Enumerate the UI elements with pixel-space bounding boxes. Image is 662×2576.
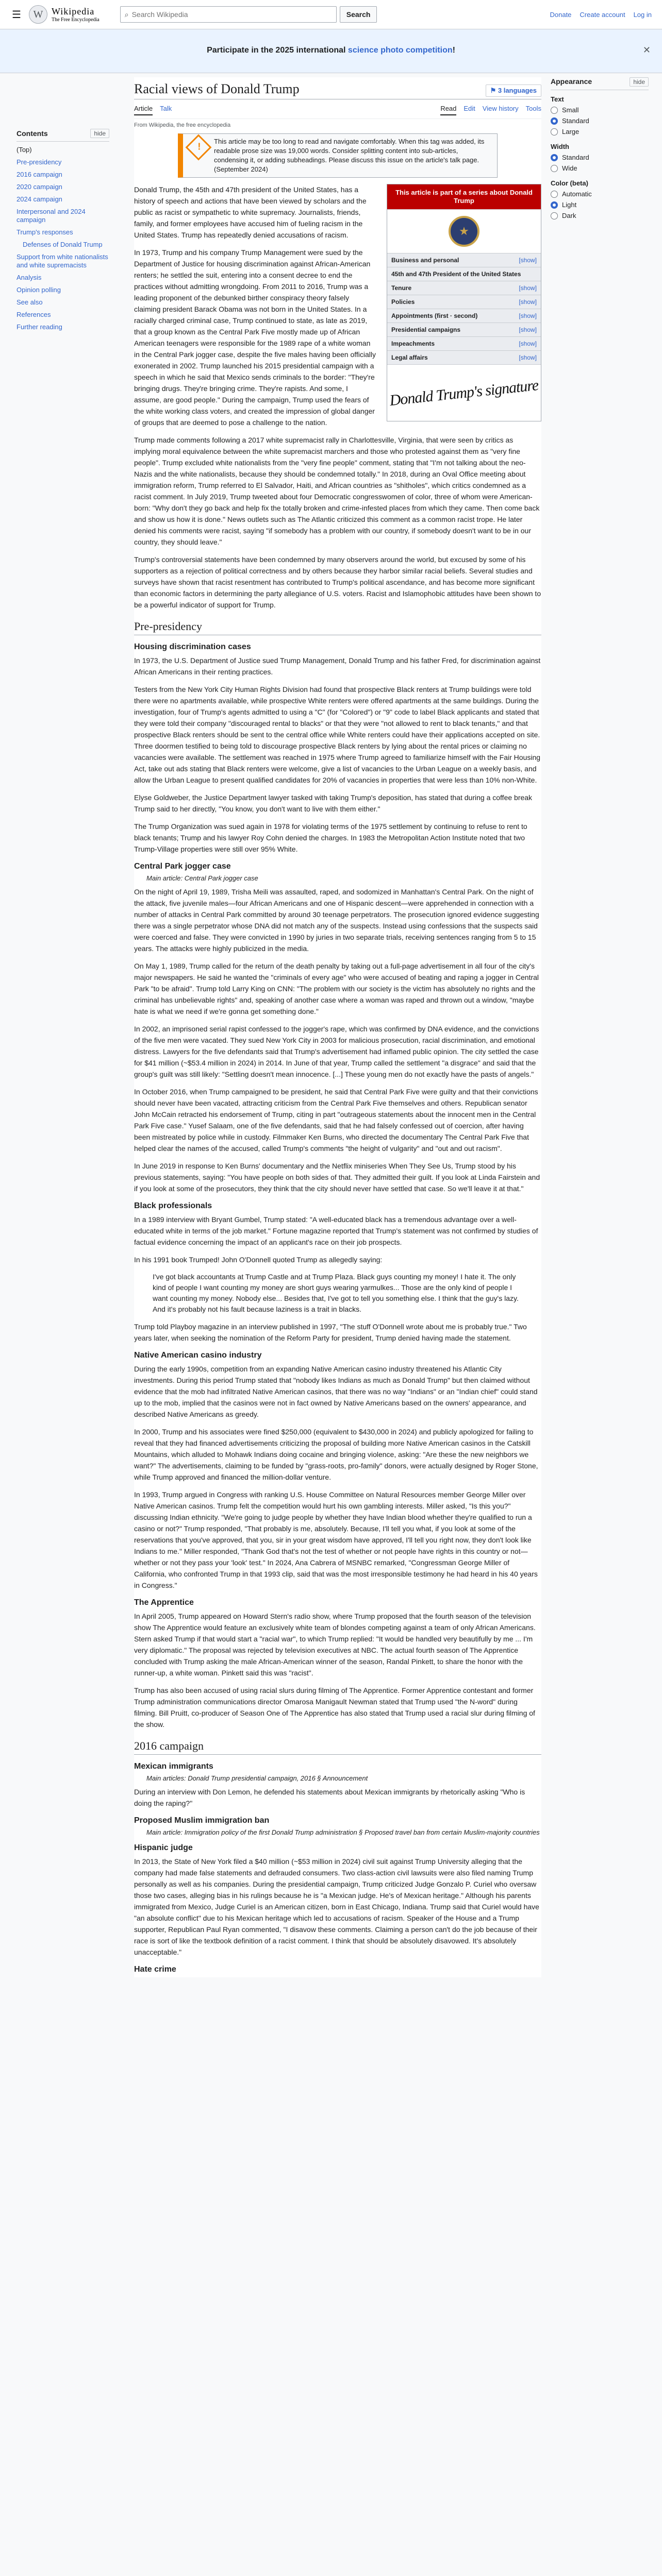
infobox-row-label: Policies — [391, 298, 415, 306]
subsection-body — [134, 1856, 541, 1958]
appearance-option[interactable] — [551, 190, 649, 198]
subsection-heading: Mexican immigrants — [134, 1762, 213, 1771]
appearance-group-label: Width — [551, 143, 569, 150]
radio-button[interactable] — [551, 154, 558, 161]
hatnote[interactable]: Main article: Central Park jogger case — [146, 874, 258, 882]
infobox-row-label: Impeachments — [391, 340, 435, 347]
toc-item[interactable] — [16, 208, 109, 224]
tab-edit[interactable]: Edit — [464, 105, 475, 112]
body-paragraph: In October 2016, when Trump campaigned to be president, he said that Central Park Five were guilty and that their convictions should never have been vacated, attracting criticism from the Central Park Five themselves and others. Republican senator John McCain retracted his endorsement of Trump, citing in part "outrageous statements about the innocent men in the Central Park Five case." Yusef Salaam, one of the five defendants, said that he had falsely confessed out of coercion, after having been mistreated by police while in custody. Filmmaker Ken Burns, who directed the documentary The Central Park Five that helped clear the names of the accused, called Trump's comments "the height of vulgarity" and "out and out racism". — [134, 1088, 538, 1153]
body-paragraph: During the early 1990s, competition from an expanding Native American casino industry threatened his Atlantic City investments. During this period Trump stated that "nobody likes Indians as much as Donald Trump" but then claimed without evidence that the mob had infiltrated Native American casinos, that there was no way "Indians" or an "Indian chief" could stand up to the mob, implied that the casinos were not in fact owned by Native Americans based on the owners' appearance, and described Native Americans as greedy. — [134, 1365, 538, 1418]
body-paragraph: In 2002, an imprisoned serial rapist confessed to the jogger's rape, which was confirmed by DNA evidence, and the convictions of the five men were vacated. They sued New York City in 2003 for malicious prosecution, racial discrimination, and emotional distress. Lawyers for the five defendants said that Trump's advertisement had inflamed public opinion. The city settled the case for $41 million (~$53.4 million in 2024) in 2014. In June of that year, Trump called the settlement "a disgrace" and said that the group's guilt was still likely: "Settling doesn't mean innocence. [...] These young men do not exactly have the pasts of angels." — [134, 1025, 539, 1078]
infobox-row-label: Tenure — [391, 284, 412, 292]
infobox-row[interactable] — [387, 267, 541, 281]
toc-link[interactable]: (Top) — [16, 146, 32, 154]
body-paragraph: Trump has also been accused of using racial slurs during filming of The Apprentice. Former Apprentice contestant and former Trump administration communications director Omarosa Manigault Newman stated that Trump used "the N-word" during filming. Bill Pruitt, co-producer of Season One of The Apprentice has also stated that Trump used a racial slur during filming of the show. — [134, 1686, 535, 1728]
toc-item[interactable] — [16, 183, 109, 191]
infobox-row[interactable] — [387, 281, 541, 295]
body-paragraph: In his 1991 book Trumped! John O'Donnell quoted Trump as allegedly saying: — [134, 1256, 383, 1264]
toc-item[interactable] — [16, 195, 109, 204]
body-paragraph: Trump told Playboy magazine in an interview published in 1997, "The stuff O'Donnell wrote about me is probably true." Two years later, when seeking the nomination of the Reform Party for president, Trump denied having made the statement. — [134, 1323, 527, 1342]
infobox-row-label: Business and personal — [391, 257, 459, 264]
option-label: Standard — [562, 154, 589, 161]
radio-button[interactable] — [551, 165, 558, 172]
appearance-option[interactable] — [551, 212, 649, 219]
toc-item[interactable] — [16, 228, 109, 236]
toc-link[interactable]: 2020 campaign — [16, 183, 62, 191]
main-content — [134, 77, 541, 1977]
toc-link[interactable]: 2016 campaign — [16, 171, 62, 178]
body-paragraph: In 2013, the State of New York filed a $40 million (~$53 million in 2024) civil suit against Trump University alleging that the company had made false statements and defrauded consumers. Two class-action civil lawsuits were also filed naming Trump personally as well as his companies. During the presidential campaign, Trump criticized Judge Gonzalo P. Curiel who oversaw those two cases, alleging bias in his rulings because he is "a Mexican judge. He's of Mexican heritage." Although his parents immigrated from Mexico, Judge Curiel is an American citizen, born in East Chicago, Indiana. Trump said that Curiel would have "an absolute conflict" due to his Mexican heritage which led to accusations of racism. Speaker of the House and a Trump supporter, Republican Paul Ryan commented, "I disavow these comments. Claiming a person can't do the job because of their race is sort of like the textbook definition of a racist comment. I think that should be absolutely disavowed. It's absolutely unacceptable." — [134, 1857, 539, 1956]
appearance-option[interactable] — [551, 128, 649, 135]
appearance-group-label: Text — [551, 95, 564, 103]
lead-paragraph: Donald Trump, the 45th and 47th president of the United States, has a history of speech and actions that have been viewed by scholars and the public as racist or sympathetic to white supremacy. Journalists, friends, family, and former employees have accused him of fueling racism in the United States. Trump has repeatedly denied accusations of racism. — [134, 185, 367, 239]
infobox-row-label: Appointments (first · second) — [391, 312, 478, 319]
toc-link[interactable]: Defenses of Donald Trump — [23, 241, 103, 248]
seal-icon: ★ — [449, 216, 479, 247]
infobox-row[interactable] — [387, 336, 541, 350]
body-paragraph: In April 2005, Trump appeared on Howard Stern's radio show, where Trump proposed that the fourth season of the television show The Apprentice would feature an exclusively white team of blondes competing against a team of only African Americans. Stern asked Trump if that would start a "racial war", to which Trump replied: "It would be handled very beautifully by me ... I'm very diplomatic." The proposal was rejected by television executives at NBC. The actual fourth season of The Apprentice concluded with Trump asking the male African-American winner of the season, Randal Pinkett, to share the honor with the runner-up, a white woman. Pinkett said this was "racist". — [134, 1612, 536, 1677]
globe-icon: W — [29, 5, 47, 24]
radio-button[interactable] — [551, 107, 558, 114]
table-of-contents — [16, 129, 109, 335]
option-label: Wide — [562, 164, 577, 172]
site-notice-banner — [0, 29, 662, 73]
tab-read[interactable]: Read — [440, 105, 456, 115]
toc-link[interactable]: Further reading — [16, 323, 62, 331]
toc-link[interactable]: References — [16, 311, 51, 318]
subsection-heading: Housing discrimination cases — [134, 642, 251, 651]
radio-button[interactable] — [551, 117, 558, 125]
maintenance-notice — [178, 133, 498, 178]
appearance-group — [551, 143, 649, 172]
radio-button[interactable] — [551, 212, 558, 219]
toc-item[interactable] — [16, 323, 109, 331]
body-paragraph: In 2000, Trump and his associates were fined $250,000 (equivalent to $430,000 in 2024) and publicly apologized for failing to reveal that they had financed advertisements criticizing the proposal of building more Native American casinos in the Catskill Mountains, which alluded to Mohawk Indians doing cocaine and bringing violence, asking: "Are these the new neighbors we want?" The advertisements, claiming to be funded by "grass-roots, pro-family" donors, were actually designed by Roger Stone, while Trump approved and financed the million-dollar venture. — [134, 1428, 538, 1481]
search-input[interactable] — [132, 10, 307, 19]
infobox-row-label: Presidential campaigns — [391, 326, 461, 333]
option-label: Small — [562, 106, 579, 114]
body-paragraph: In 1993, Trump argued in Congress with ranking U.S. House Committee on Natural Resources member George Miller over Native American casinos. Trump felt the competition would hurt his own gambling interests. Miller asked, "Is this you?" discussing Indian ethnicity. "We're going to judge people by whether they have Indian blood whether they're qualified to run a casino or not?" Trump responded, "That probably is me, absolutely. Because, I'll tell you what, if you look at some of the reservations that you've approved, that you, sir in your great wisdom have approved, I'll tell you right now, they don't look like Indians to me." Miller responded, "Thank God that's not the test of whether or not people have rights in this country or not—whether or not they pass your 'look' test." In 2024, Ana Cabrera of MSNBC remarked, "Congressman George Miller of California, who confronted Trump in that 1993 clip, said that was the most irresponsible testimony he had heard in his 40 years in Congress." — [134, 1490, 538, 1589]
hatnote[interactable]: Main articles: Donald Trump presidential campaign, 2016 § Announcement — [146, 1774, 368, 1782]
personal-tools — [550, 11, 652, 19]
body-paragraph: In 1973, the U.S. Department of Justice sued Trump Management, Donald Trump and his father Fred, for discrimination against African Americans in their renting practices. — [134, 656, 541, 676]
appearance-panel — [551, 77, 649, 227]
section-heading: 2016 campaign — [134, 1739, 541, 1755]
tagline-from: From Wikipedia, the free encyclopedia — [134, 122, 231, 128]
infobox-row[interactable] — [387, 350, 541, 364]
body-paragraph: During an interview with Don Lemon, he defended his statements about Mexican immigrants by rhetorically asking "Who is doing the raping?" — [134, 1788, 525, 1807]
infobox-show-toggle[interactable]: [show] — [519, 257, 537, 264]
subsection-heading: Proposed Muslim immigration ban — [134, 1816, 270, 1825]
subsection-heading: Central Park jogger case — [134, 862, 231, 871]
wordmark: Wikipedia — [52, 6, 95, 16]
subsection-heading: The Apprentice — [134, 1598, 194, 1607]
appearance-option[interactable] — [551, 164, 649, 172]
appearance-option[interactable] — [551, 201, 649, 209]
appearance-group — [551, 95, 649, 135]
tab-tools[interactable]: Tools — [525, 105, 541, 112]
radio-button[interactable] — [551, 201, 558, 209]
radio-button[interactable] — [551, 191, 558, 198]
tab-view-history[interactable]: View history — [482, 105, 519, 112]
body-paragraph: In a 1989 interview with Bryant Gumbel, Trump stated: "A well-educated black has a tremendous advantage over a well-educated white in terms of the job market." Fortune magazine reported that Trump's statement was not confirmed by studies of factual evidence concerning the impact of an applicant's race on their job prospects. — [134, 1215, 538, 1246]
option-label: Automatic — [562, 190, 592, 198]
toc-item[interactable] — [16, 274, 109, 282]
infobox-head: This article is part of a series about Donald Trump — [387, 184, 541, 209]
header-link[interactable]: Create account — [580, 10, 625, 19]
notice-text: This article may be too long to read and navigate comfortably. When this tag was added, its readable prose size was 19,000 words. Consider splitting content into sub-articles, condensing it, or adding subheadings. Please discuss this issue on the article's talk page. (September 2024) — [214, 138, 485, 173]
appearance-option[interactable] — [551, 154, 649, 161]
toc-item[interactable] — [16, 171, 109, 179]
toc-item[interactable] — [16, 298, 109, 307]
infobox-row[interactable] — [387, 253, 541, 267]
infobox-row[interactable] — [387, 309, 541, 323]
subsection-body — [134, 886, 541, 1194]
body-paragraph: Trump made comments following a 2017 white supremacist rally in Charlottesville, Virginia, that were seen by critics as implying moral equivalence between the white supremacist marchers and those who protested against them as "very fine people". Trump excluded white nationalists from the "very fine people" comment, stating that "I'm not talking about the neo-Nazis and the white nationalists, because they should be condemned totally." In 2018, during an Oval Office meeting about immigration reform, Trump referred to El Salvador, Haiti, and African countries as "shitholes", which critics condemned as a racist comment. In July 2019, Trump tweeted about four Democratic congresswomen of color, three of whom were American-born: "Why don't they go back and help fix the totally broken and crime-infested places from which they came. Then come back and show us how it is done." News outlets such as The Atlantic criticized this comment as a common racist trope. He later denied his comments were racist, saying "if somebody has a problem with our country, if somebody doesn't want to be in our country, they should leave." — [134, 436, 540, 546]
appearance-hide-button[interactable]: hide — [630, 77, 649, 87]
toc-item[interactable] — [16, 311, 109, 319]
tab-article[interactable]: Article — [134, 105, 153, 115]
toc-link[interactable]: See also — [16, 298, 43, 306]
toc-title: Contents — [16, 129, 48, 138]
signature-drawing: Donald Trump's signature — [389, 376, 539, 409]
infobox-row[interactable] — [387, 323, 541, 336]
toc-item[interactable] — [16, 146, 109, 154]
subsection-heading: Black professionals — [134, 1201, 212, 1210]
toc-link[interactable]: Analysis — [16, 274, 42, 281]
subsection-heading: Hate crime — [134, 1965, 176, 1974]
appearance-title: Appearance — [551, 77, 592, 86]
subsection-body — [134, 1611, 541, 1730]
subsection-body — [134, 655, 541, 855]
banner-message: Participate in the 2025 international science photo competition! — [207, 46, 455, 55]
appearance-option[interactable] — [551, 117, 649, 125]
page-tabs — [134, 105, 541, 119]
subsection-body — [134, 1786, 541, 1809]
blockquote: I've got black accountants at Trump Castle and at Trump Plaza. Black guys counting my money! I hate it. The only kind of people I want counting my money are short guys wearing yarmulkes... Those are the only kind of people I want counting my money. Nobody else... Besides that, I've got to tell you something else. I think that the guy's lazy. And it's probably not his fault because laziness is a trait in blacks. — [153, 1273, 519, 1313]
banner-link[interactable]: science photo competition — [347, 46, 453, 55]
toc-item[interactable] — [16, 253, 109, 269]
toc-link[interactable]: 2024 campaign — [16, 195, 62, 203]
infobox-show-toggle[interactable]: [show] — [519, 312, 537, 319]
toc-item[interactable] — [16, 286, 109, 294]
section-heading: Pre-presidency — [134, 620, 541, 635]
subsection-body — [134, 1363, 541, 1591]
lead-paragraph: In 1973, Trump and his company Trump Management were sued by the Department of Justice for housing discrimination against African-American renters; he settled the suit, entering into a consent decree to end the practices without admitting wrongdoing. From 2011 to 2016, Trump was a leading proponent of the debunked birther conspiracy theory falsely claiming president Barack Obama was not born in the United States. In a racially charged criminal case, Trump continued to state, as late as 2019, that a group known as the Central Park Five mostly made up of African American teenagers were responsible for the 1989 rape of a white woman in the Central Park jogger case, despite the five males having been officially exonerated in 2002. Trump launched his 2015 presidential campaign with a speech in which he said that Mexico sends criminals to the border: "They're bringing drugs. They're bringing crime. They're rapists. And some, I assume, are good people." During the campaign, Trump used the fears of the white working class voters, and created the impression of global danger of groups that are deemed to pose a challenge to the nation. — [134, 248, 376, 427]
option-label: Light — [562, 201, 577, 209]
appearance-group-label: Color (beta) — [551, 179, 588, 187]
search-icon: ⌕ — [124, 10, 129, 19]
toc-link[interactable]: Support from white nationalists and white supremacists — [16, 253, 108, 269]
body-paragraph: Testers from the New York City Human Rights Division had found that prospective Black renters at Trump buildings were told there were no apartments available, while prospective White renters were offered apartments at the same buildings. During the investigation, four of Trump's agents admitted to using a "C" (for "Colored") or "9" code to label Black applicants and stated that they were told their company "discouraged rental to blacks" or that they were "not allowed to rent to black tenants," and that prospective Black renters should be sent to the central office while White renters could have their applications accepted on site. Three doormen testified to being told to discourage prospective Black renters by lying about the rental prices or claiming no vacancies were available. The settlement was reached in 1975 where Trump agreed to familiarize himself with the Fair Housing Act, take out ads stating that Black renters were welcome, give a list of vacancies to the Urban League on a weekly basis, and allow the Urban League to present qualified candidates for 20% of vacancies in properties that were less than 10% non-White. — [134, 685, 541, 784]
appearance-group — [551, 179, 649, 219]
infobox-show-toggle[interactable]: [show] — [519, 340, 537, 347]
appearance-option[interactable] — [551, 106, 649, 114]
main-menu-icon[interactable]: ☰ — [12, 9, 21, 21]
warning-icon: ! — [188, 137, 209, 158]
toc-hide-button[interactable]: hide — [90, 129, 109, 138]
infobox-row-label: Legal affairs — [391, 354, 428, 361]
body-paragraph: On May 1, 1989, Trump called for the return of the death penalty by taking out a full-page advertisement in all four of the city's major newspapers. He said he wanted the "criminals of every age" who were accused of beating and raping a jogger in Central Park "to be afraid". Trump told Larry King on CNN: "The problem with our society is the victim has absolutely no rights and the criminal has unbelievable rights" and, speaking of another case where a woman was raped and thrown out a window, "maybe hate is what we need if we're gonna get something done." — [134, 962, 539, 1015]
infobox-row-label: 45th and 47th President of the United States — [391, 270, 521, 278]
tab-talk[interactable]: Talk — [160, 105, 172, 112]
page-title: Racial views of Donald Trump — [134, 81, 300, 96]
hatnote[interactable]: Main article: Immigration policy of the first Donald Trump administration § Proposed travel ban from certain Muslim-majority countries — [146, 1828, 540, 1836]
toc-item[interactable] — [16, 158, 109, 166]
radio-button[interactable] — [551, 128, 558, 135]
toc-item[interactable] — [16, 241, 109, 249]
infobox-row[interactable] — [387, 295, 541, 309]
infobox-show-toggle[interactable]: [show] — [519, 354, 537, 361]
signature-image — [387, 364, 541, 421]
toc-link[interactable]: Interpersonal and 2024 campaign — [16, 208, 86, 224]
subsection-heading: Native American casino industry — [134, 1351, 262, 1360]
site-header — [0, 0, 662, 29]
toc-link[interactable]: Pre-presidency — [16, 158, 62, 166]
subsection-heading: Hispanic judge — [134, 1843, 193, 1852]
option-label: Dark — [562, 212, 576, 219]
body-paragraph: Trump's controversial statements have been condemned by many observers around the world, but excused by some of his supporters as a rejection of political correctness and by others because they harbor similar racial beliefs. Several studies and surveys have shown that racist resentment has contributed to Trump's political ascendance, and has become more significant than economic factors in determining the party allegiance of U.S. voters. Racist and Islamophobic attitudes have been shown to be a powerful indicator of support for Trump. — [134, 555, 541, 609]
search-box — [120, 6, 337, 23]
body-paragraph: On the night of April 19, 1989, Trisha Meili was assaulted, raped, and sodomized in Manhattan's Central Park. On the night of the attack, five juvenile males—four African Americans and one of Hispanic descent—were apprehended in connection with a number of attacks in Central Park committed by around 30 teenage perpetrators. The prosecution ignored evidence suggesting there was a single perpetrator whose DNA did not match any of the suspects. Instead using confessions that the suspects said were coerced and false. They were convicted in 1990 by juries in two separate trials, receiving sentences ranging from 5 to 15 years. The attacks were highly publicized in the media. — [134, 888, 539, 953]
infobox-show-toggle[interactable]: [show] — [519, 298, 537, 306]
language-button[interactable]: ⚑ 3 languages — [486, 84, 541, 97]
infobox-series — [387, 184, 541, 421]
option-label: Large — [562, 128, 580, 135]
body-paragraph: The Trump Organization was sued again in 1978 for violating terms of the 1975 settlement by continuing to refuse to rent to black tenants; Trump and his lawyer Roy Cohn denied the charges. In 1983 the Metropolitan Action Institute noted that two Trump-Village properties were still over 95% White. — [134, 822, 527, 853]
option-label: Standard — [562, 117, 589, 125]
subsection-body — [134, 1214, 541, 1344]
toc-link[interactable]: Opinion polling — [16, 286, 61, 294]
infobox-show-toggle[interactable]: [show] — [519, 284, 537, 292]
toc-link[interactable]: Trump's responses — [16, 228, 73, 236]
search-button[interactable]: Search — [340, 6, 377, 23]
header-link[interactable]: Log in — [633, 10, 652, 19]
wikipedia-logo[interactable] — [29, 5, 100, 24]
header-link[interactable]: Donate — [550, 10, 572, 19]
body-paragraph: In June 2019 in response to Ken Burns' documentary and the Netflix miniseries When They See Us, Trump stood by his previous statements, saying: "You have people on both sides of that. They admitted their guilt. If you look at Linda Fairstein and if you look at some of the prosecutors, they think that the city should never have settled that case. So we'll leave it at that." — [134, 1162, 540, 1193]
infobox-show-toggle[interactable]: [show] — [519, 326, 537, 333]
tagline: The Free Encyclopedia — [52, 16, 100, 23]
body-paragraph: Elyse Goldweber, the Justice Department lawyer tasked with taking Trump's deposition, has stated that during a coffee break Trump said to her directly, "You know, you don't want to live with them either." — [134, 793, 533, 813]
close-icon[interactable]: ✕ — [642, 45, 651, 55]
